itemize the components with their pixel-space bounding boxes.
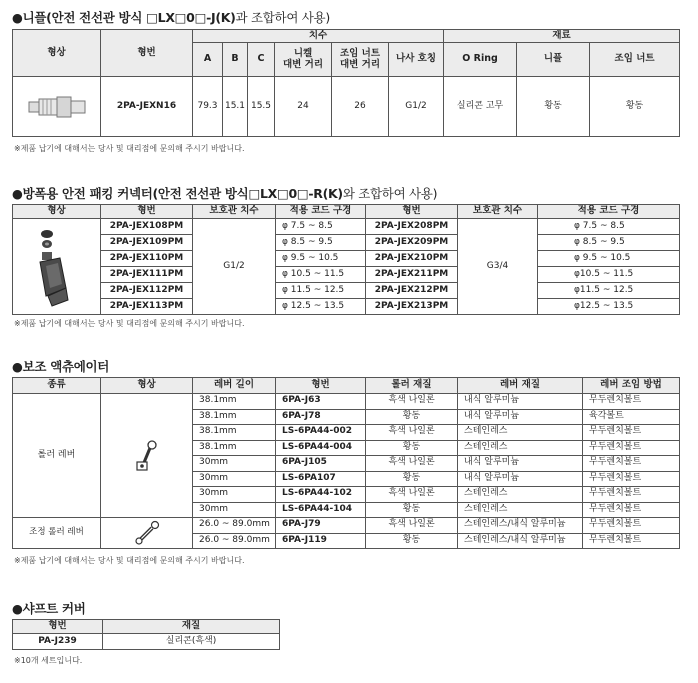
connector-model-110: 2PA-JEX110PM [101,251,193,267]
connector-model-112: 2PA-JEX112PM [101,283,193,299]
cord-diameter-2: φ12.5 ~ 13.5 [538,299,680,315]
header-model: 형번 [101,205,193,219]
actuator-model: 6PA-J63 [276,394,366,410]
cord-diameter: φ 7.5 ~ 8.5 [276,219,366,235]
roller-material: 황동 [366,440,458,456]
nipple-nickel-width: 24 [275,77,332,137]
header-oring: O Ring [444,43,517,77]
header-roller-material: 롤러 재질 [366,378,458,394]
header-shape: 형상 [101,378,193,394]
lever-length: 30mm [193,456,276,472]
shaft-cover-material: 실리콘(흑색) [103,634,280,650]
header-cord-diameter-2: 적용 코드 구경 [538,205,680,219]
header-type: 종류 [13,378,101,394]
header-b: B [223,43,248,77]
cord-diameter-2: φ 9.5 ~ 10.5 [538,251,680,267]
header-cord-diameter: 적용 코드 구경 [276,205,366,219]
roller-material: 흑색 나일론 [366,487,458,503]
lever-material: 내식 알루미늄 [458,394,583,410]
fastening-method: 무두렌치볼트 [583,394,680,410]
cord-diameter: φ 10.5 ~ 11.5 [276,267,366,283]
packing-connector-icon [32,226,82,308]
connector-model-113: 2PA-JEX113PM [101,299,193,315]
pipe-size-g34: G3/4 [458,219,538,315]
lever-material: 내식 알루미늄 [458,409,583,425]
fastening-method: 무두렌치볼트 [583,518,680,534]
fastening-method: 무두렌치볼트 [583,502,680,518]
header-lever-length: 레버 길이 [193,378,276,394]
header-material: 재질 [103,620,280,634]
actuator-model: LS-6PA44-004 [276,440,366,456]
header-nipple: 니플 [517,43,590,77]
type-roller-lever: 롤러 레버 [13,394,101,518]
section4-title: ●샤프트 커버 [12,601,86,616]
cord-diameter-2: φ11.5 ~ 12.5 [538,283,680,299]
section3-title: ●보조 액츄에이터 [12,359,110,374]
header-model-2: 형번 [366,205,458,219]
header-pipe-size: 보호관 치수 [193,205,276,219]
roller-material: 황동 [366,502,458,518]
cord-diameter: φ 11.5 ~ 12.5 [276,283,366,299]
nipple-nut-material: 황동 [590,77,680,137]
actuator-model: 6PA-J105 [276,456,366,472]
fastening-method: 무두렌치볼트 [583,471,680,487]
lever-length: 30mm [193,471,276,487]
nipple-a: 79.3 [193,77,223,137]
actuator-model: 6PA-J79 [276,518,366,534]
fastening-method: 무두렌치볼트 [583,456,680,472]
header-shape: 형상 [13,205,101,219]
section4-note: ※10개 세트입니다. [14,656,83,665]
actuator-model: 6PA-J78 [276,409,366,425]
connector-model-210: 2PA-JEX210PM [366,251,458,267]
cord-diameter: φ 9.5 ~ 10.5 [276,251,366,267]
roller-lever-image [101,394,193,518]
roller-material: 흑색 나일론 [366,518,458,534]
cord-diameter: φ 8.5 ~ 9.5 [276,235,366,251]
section1-title [12,8,330,26]
lever-length: 26.0 ~ 89.0mm [193,533,276,549]
shaft-cover-model: PA-J239 [13,634,103,650]
connector-model-213: 2PA-JEX213PM [366,299,458,315]
nipple-c: 15.5 [248,77,275,137]
actuator-model: LS-6PA44-104 [276,502,366,518]
header-model: 형번 [101,30,193,77]
section3-note: ※제품 납기에 대해서는 당사 및 대리점에 문의해 주시기 바랍니다. [14,556,245,565]
lever-material: 내식 알루미늄 [458,456,583,472]
header-lever-material: 레버 재질 [458,378,583,394]
fastening-method: 육각볼트 [583,409,680,425]
header-pipe-size-2: 보호관 치수 [458,205,538,219]
actuator-model: LS-6PA107 [276,471,366,487]
adjustable-roller-lever-image [101,518,193,549]
fastening-method: 무두렌치볼트 [583,440,680,456]
lever-length: 38.1mm [193,409,276,425]
lever-length: 30mm [193,487,276,503]
connector-model-209: 2PA-JEX209PM [366,235,458,251]
type-adjustable-roller-lever: 조정 롤러 레버 [13,518,101,549]
connector-model-208: 2PA-JEX208PM [366,219,458,235]
cord-diameter-2: φ10.5 ~ 11.5 [538,267,680,283]
lever-length: 38.1mm [193,440,276,456]
actuator-model: 6PA-J119 [276,533,366,549]
nipple-nut-width: 26 [332,77,389,137]
nipple-b: 15.1 [223,77,248,137]
fastening-method: 무두렌치볼트 [583,487,680,503]
roller-material: 황동 [366,409,458,425]
lever-material: 스테인레스 [458,440,583,456]
shaft-cover-table [12,619,280,650]
fastening-method: 무두렌치볼트 [583,533,680,549]
lever-length: 38.1mm [193,394,276,410]
header-nut-width: 조임 너트 대변 거리 [332,43,389,77]
header-fastening: 레버 조임 방법 [583,378,680,394]
connector-model-108: 2PA-JEX108PM [101,219,193,235]
connector-model-109: 2PA-JEX109PM [101,235,193,251]
lever-material: 스테인레스 [458,425,583,441]
header-model: 형번 [13,620,103,634]
nipple-oring: 실리콘 고무 [444,77,517,137]
roller-material: 황동 [366,471,458,487]
header-shape: 형상 [13,30,101,77]
roller-material: 흑색 나일론 [366,394,458,410]
roller-lever-icon [132,438,162,474]
section1-title-rest: 과 조합하여 사용) [235,10,330,25]
nipple-table [12,29,680,137]
section2-note: ※제품 납기에 대해서는 당사 및 대리점에 문의해 주시기 바랍니다. [14,319,245,328]
cord-diameter-2: φ 7.5 ~ 8.5 [538,219,680,235]
adjustable-roller-lever-icon [132,520,162,546]
header-a: A [193,43,223,77]
nipple-icon [27,94,87,120]
header-thread: 나사 호칭 [389,43,444,77]
connector-model-211: 2PA-JEX211PM [366,267,458,283]
connector-model-111: 2PA-JEX111PM [101,267,193,283]
lever-length: 38.1mm [193,425,276,441]
nipple-thread: G1/2 [389,77,444,137]
nipple-model: 2PA-JEXN16 [101,77,193,137]
lever-material: 스테인레스 [458,502,583,518]
section2-title-bold: ●방폭용 안전 패킹 커넥터(안전 전선관 방식□LX□0□-R(K) [12,186,343,201]
lever-material: 내식 알루미늄 [458,471,583,487]
header-material: 재료 [444,30,680,43]
section1-title-bold: ●니플(안전 전선관 방식 □LX□0□-J(K) [12,10,236,25]
pipe-size-g12: G1/2 [193,219,276,315]
actuator-model: LS-6PA44-002 [276,425,366,441]
section2-title-rest: 와 조합하여 사용) [342,186,438,201]
roller-material: 황동 [366,533,458,549]
roller-material: 흑색 나일론 [366,425,458,441]
header-c: C [248,43,275,77]
lever-length: 30mm [193,502,276,518]
connector-image [13,219,101,315]
header-model: 형번 [276,378,366,394]
section1-note: ※제품 납기에 대해서는 당사 및 대리점에 문의해 주시기 바랍니다. [14,144,245,153]
actuator-model: LS-6PA44-102 [276,487,366,503]
packing-connector-table [12,204,680,315]
connector-model-212: 2PA-JEX212PM [366,283,458,299]
roller-material: 흑색 나일론 [366,456,458,472]
lever-length: 26.0 ~ 89.0mm [193,518,276,534]
header-nut: 조임 너트 [590,43,680,77]
header-nickel-width: 니켈 대변 거리 [275,43,332,77]
cord-diameter: φ 12.5 ~ 13.5 [276,299,366,315]
fastening-method: 무두렌치볼트 [583,425,680,441]
actuator-table [12,377,680,549]
section2-title [12,184,437,202]
header-dimensions: 치수 [193,30,444,43]
lever-material: 스테인레스/내식 알루미늄 [458,533,583,549]
cord-diameter-2: φ 8.5 ~ 9.5 [538,235,680,251]
lever-material: 스테인레스/내식 알루미늄 [458,518,583,534]
nipple-image [13,77,101,137]
nipple-material: 황동 [517,77,590,137]
lever-material: 스테인레스 [458,487,583,503]
